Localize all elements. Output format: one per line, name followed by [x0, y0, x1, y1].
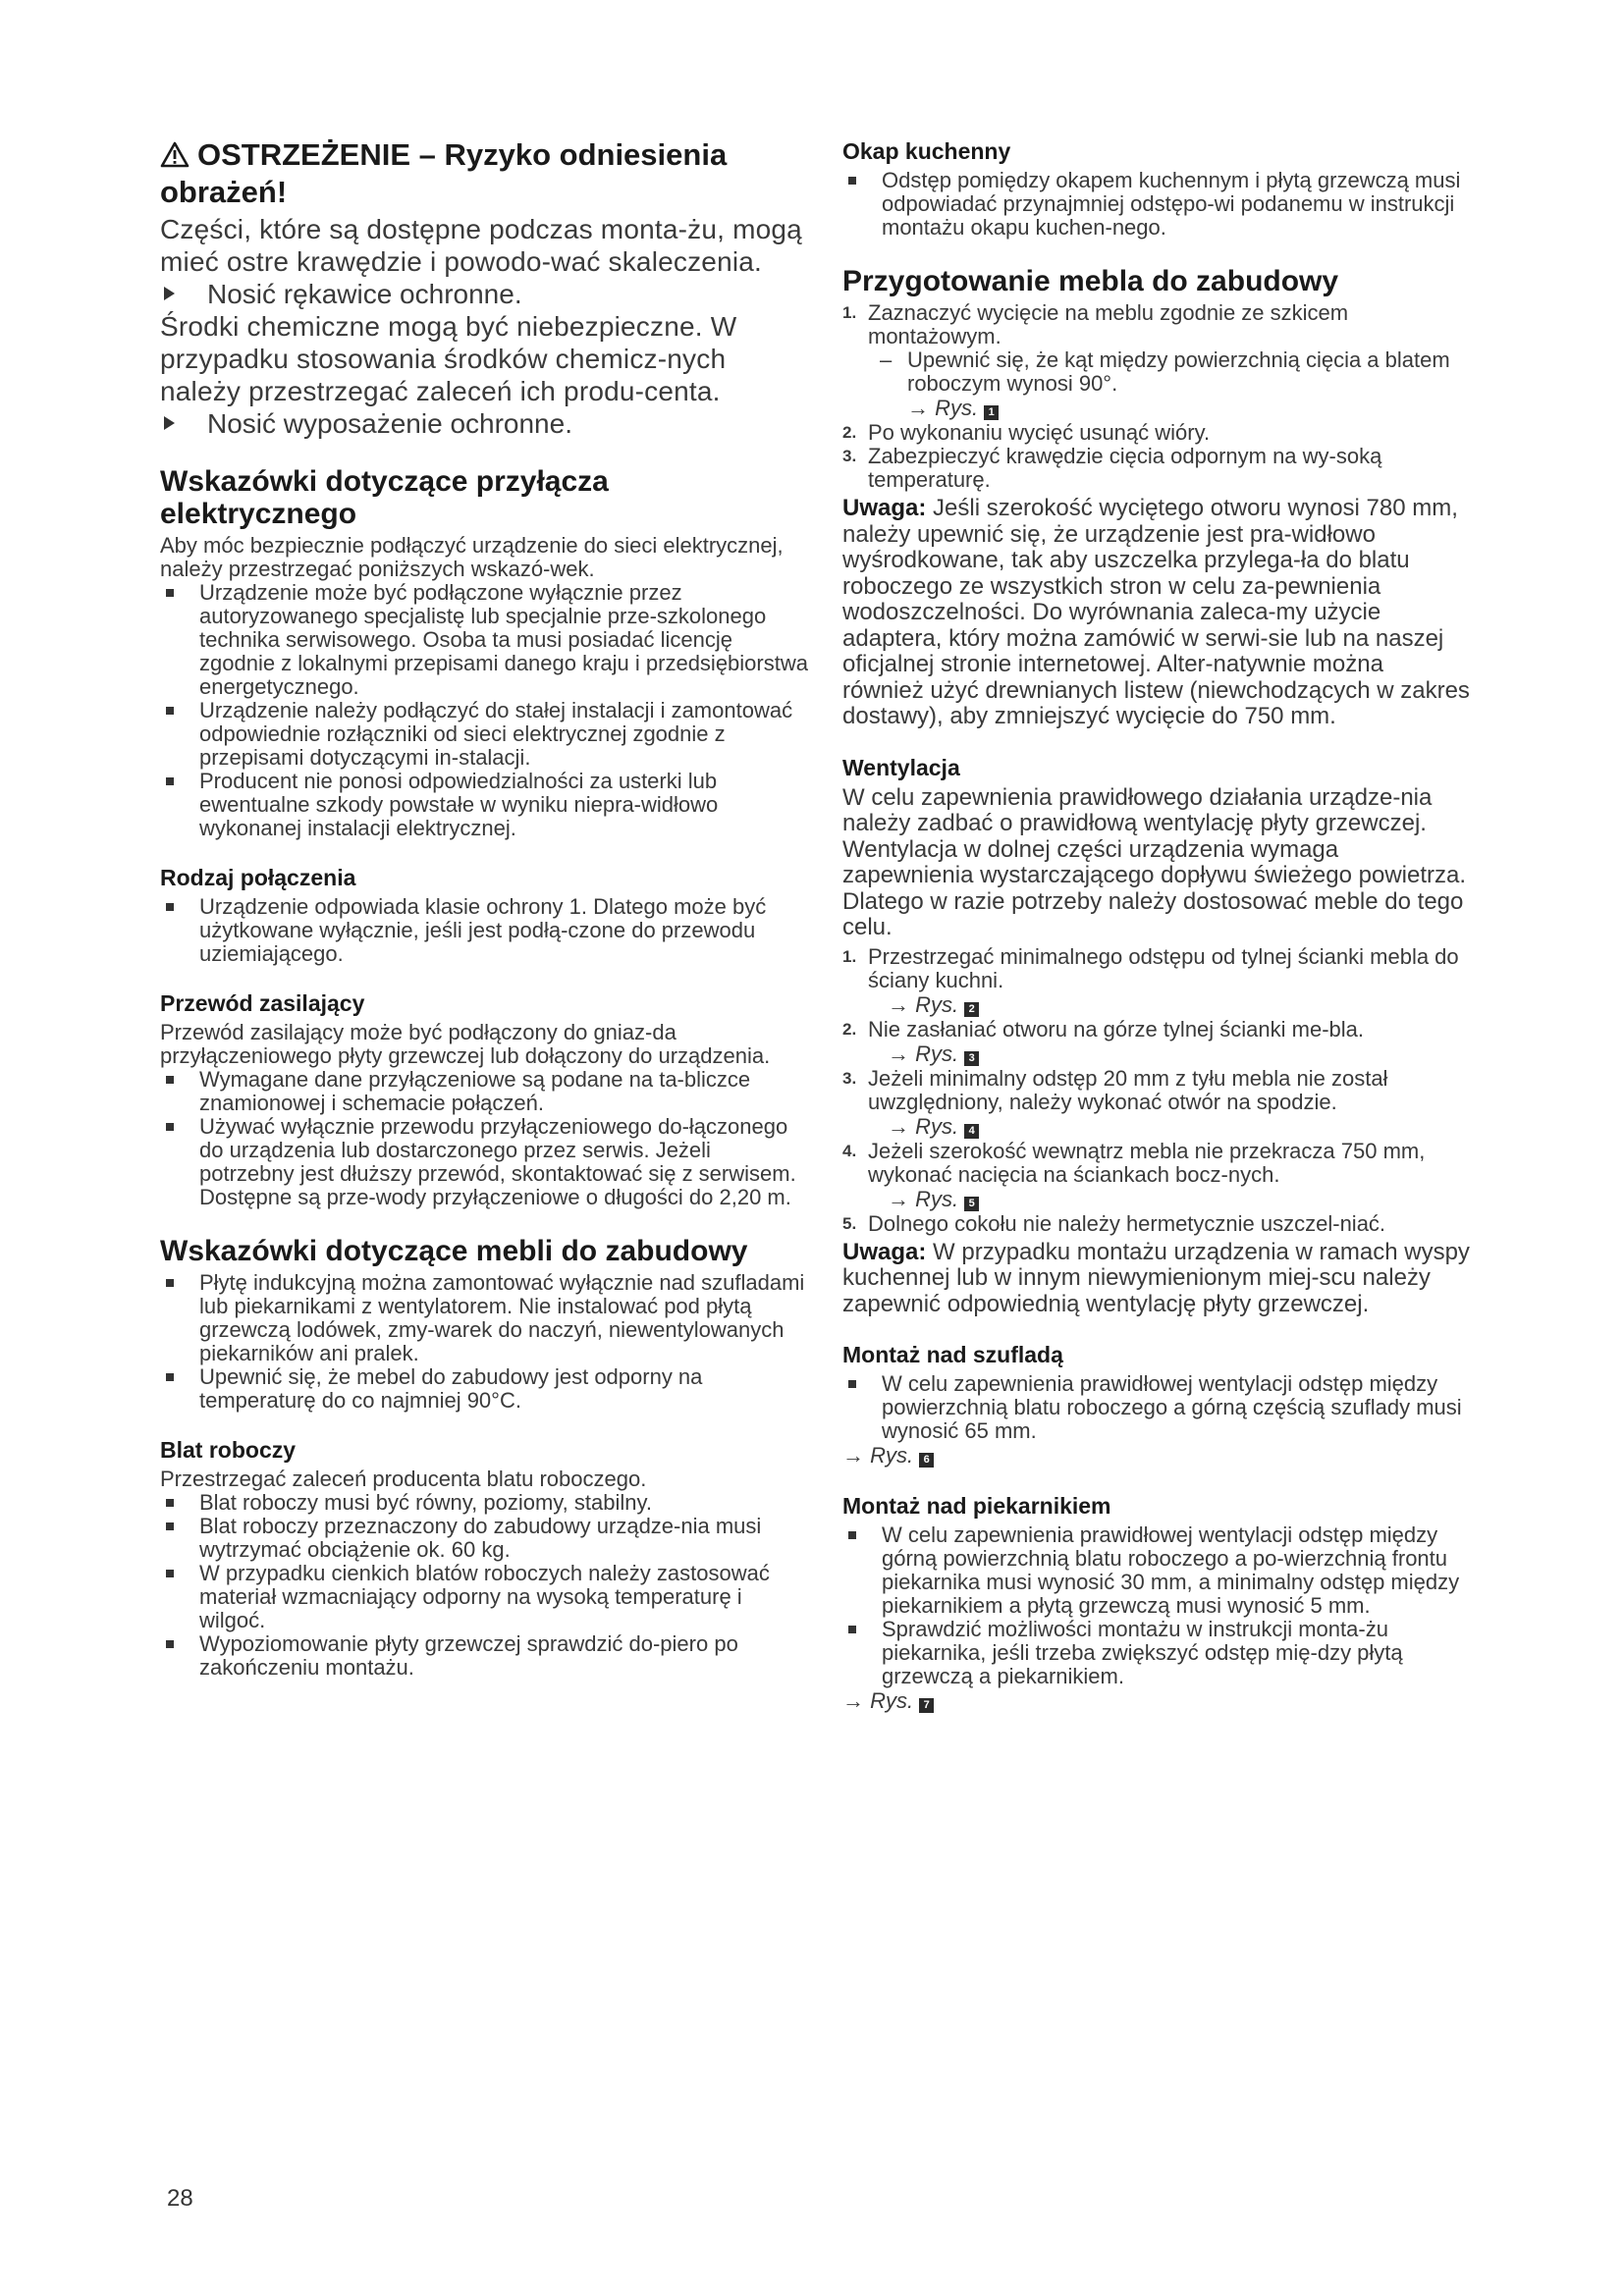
list-item: W przypadku cienkich blatów roboczych należy zastosować materiał wzmacniający odporny na wysoką temperaturę i wilgoć. — [160, 1562, 808, 1632]
preparation-note — [842, 496, 1471, 730]
figure-number-badge: 7 — [919, 1698, 934, 1713]
worktop-list — [160, 1491, 808, 1680]
list-item: Płytę indukcyjną można zamontować wyłącznie nad szufladami lub piekarnikami z wentylatorem. Nie instalować pod płytą grzewczą lodówek, zmy-warek do naczyń, niewentylowanych piekarników ani pralek. — [160, 1271, 808, 1365]
figure-reference-text: → Rys. — [842, 1443, 914, 1468]
figure-number-badge: 3 — [964, 1051, 979, 1066]
supply-cable-list — [160, 1068, 808, 1209]
list-item: Upewnić się, że mebel do zabudowy jest odporny na temperaturę do co najmniej 90°C. — [160, 1365, 808, 1413]
right-column — [842, 137, 1471, 1714]
list-item: Blat roboczy przeznaczony do zabudowy urządze-nia musi wytrzymać obciążenie ok. 60 kg. — [160, 1515, 808, 1562]
warning-step-equipment-text: Nosić wyposażenie ochronne. — [207, 408, 572, 439]
warning-step-gloves-text: Nosić rękawice ochronne. — [207, 279, 522, 309]
step-text: Zaznaczyć wycięcie na meblu zgodnie ze szkicem montażowym. — [868, 300, 1349, 348]
step-number: 5. — [842, 1213, 857, 1233]
left-column — [160, 137, 808, 1680]
figure-reference — [842, 1688, 1471, 1714]
preparation-step-2 — [842, 421, 1471, 445]
figure-reference-text: → Rys. — [888, 1041, 959, 1066]
step-text: Nie zasłaniać otworu na górze tylnej ścianki me-bla. — [868, 1016, 1365, 1041]
step-number: 1. — [842, 946, 857, 966]
note-text: Jeśli szerokość wyciętego otworu wynosi 780 mm, należy upewnić się, że urządzenie jest pra-widłowo wyśrodkowane, tak aby uszczelka przylega-ła do blatu roboczego ze wszystkich stron w celu za-pewnienia wodoszczelności. Do wyrównania zaleca-my użycie adaptera, który można zamówić w serwi-sie lub na naszej oficjalnej stronie internetowej. Alter-natywnie można również użyć drewnianych listew (niewchodzących w zakres dostawy), aby zmniejszyć wycięcie do 750 mm. — [842, 495, 1470, 729]
hood-list — [842, 169, 1471, 240]
figure-reference-text: → Rys. — [888, 1186, 959, 1211]
list-item: W celu zapewnienia prawidłowej wentylacji odstęp między powierzchnią blatu roboczego a górną częścią szuflady musi wynosić 65 mm. — [842, 1372, 1471, 1443]
figure-reference-text: → Rys. — [888, 991, 959, 1017]
substep-text: Upewnić się, że kąt między powierzchnią cięcia a blatem roboczym wynosi 90°. — [907, 347, 1450, 396]
ventilation-steps — [842, 945, 1471, 1236]
warning-heading — [160, 137, 808, 209]
figure-reference-text: → Rys. — [888, 1113, 959, 1139]
ventilation-step — [842, 945, 1471, 1018]
step-number: 1. — [842, 303, 857, 322]
step-number: 3. — [842, 447, 857, 465]
ventilation-step — [842, 1212, 1471, 1236]
warning-title-line2: obrażeń! — [160, 175, 288, 209]
furniture-heading: Wskazówki dotyczące mebli do zabudowy — [160, 1235, 748, 1267]
ventilation-heading: Wentylacja — [842, 754, 960, 780]
connection-type-heading: Rodzaj połączenia — [160, 865, 356, 890]
ventilation-intro: W celu zapewnienia prawidłowego działania urządze-nia należy zadbać o prawidłową wentylację płyty grzewczej. Wentylacja w dolnej części urządzenia wymaga zapewnienia wystarczającego dopływu świeżego powietrza. Dlatego w razie potrzeby należy dostosować meble do tego celu. — [842, 783, 1467, 940]
worktop-intro: Przestrzegać zaleceń producenta blatu roboczego. — [160, 1467, 647, 1491]
figure-reference-text: → Rys. — [842, 1688, 914, 1713]
electrical-heading: Wskazówki dotyczące przyłącza elektrycznego — [160, 465, 609, 530]
figure-number-badge: 2 — [964, 1002, 979, 1017]
ventilation-step — [842, 1067, 1471, 1140]
list-item: Wymagane dane przyłączeniowe są podane na ta-bliczce znamionowej i schemacie połączeń. — [160, 1068, 808, 1115]
oven-list — [842, 1523, 1471, 1688]
drawer-list — [842, 1372, 1471, 1443]
warning-text-parts: Części, które są dostępne podczas monta-żu, mogą mieć ostre krawędzie i powodo-wać skaleczenia. — [160, 214, 802, 277]
figure-reference — [868, 992, 1471, 1018]
list-item: Wypoziomowanie płyty grzewczej sprawdzić do-piero po zakończeniu montażu. — [160, 1632, 808, 1680]
step-text: Przestrzegać minimalnego odstępu od tylnej ścianki mebla do ściany kuchni. — [868, 943, 1459, 992]
step-number: 4. — [842, 1141, 857, 1160]
figure-reference — [868, 1187, 1471, 1212]
step-text: Dolnego cokołu nie należy hermetycznie uszczel-niać. — [868, 1210, 1386, 1236]
note-label: Uwaga: — [842, 495, 927, 521]
warning-triangle-icon — [160, 140, 189, 175]
step-text: Zabezpieczyć krawędzie cięcia odpornym na wy-soką temperaturę. — [868, 444, 1382, 492]
note-text: W przypadku montażu urządzenia w ramach wyspy kuchennej lub w innym niewymienionym miej-scu należy zapewnić odpowiednią wentylację płyty grzewczej. — [842, 1238, 1470, 1317]
ventilation-step — [842, 1140, 1471, 1212]
list-item: Urządzenie może być podłączone wyłącznie przez autoryzowanego specjalistę lub specjalnie prze-szkolonego technika serwisowego. Osoba ta musi posiadać licencję zgodnie z lokalnymi przepisami danego kraju i przedsiębiorstwa energetycznego. — [160, 581, 808, 699]
figure-number-badge: 5 — [964, 1197, 979, 1211]
preparation-step-1 — [842, 301, 1471, 421]
step-number: 3. — [842, 1068, 857, 1088]
supply-cable-heading: Przewód zasilający — [160, 990, 365, 1016]
warning-step-gloves — [160, 278, 808, 310]
electrical-list — [160, 581, 808, 840]
preparation-heading: Przygotowanie mebla do zabudowy — [842, 265, 1339, 297]
preparation-steps — [842, 301, 1471, 492]
ventilation-step — [842, 1018, 1471, 1067]
figure-reference — [868, 396, 1471, 421]
step-text: Jeżeli szerokość wewnątrz mebla nie przekracza 750 mm, wykonać nacięcia na ściankach bocz-nych. — [868, 1138, 1426, 1187]
dash-icon: – — [880, 347, 893, 372]
hood-heading: Okap kuchenny — [842, 138, 1011, 164]
ventilation-note — [842, 1240, 1471, 1318]
page-number: 28 — [167, 2185, 193, 2212]
figure-reference — [868, 1114, 1471, 1140]
figure-number-badge: 6 — [919, 1453, 934, 1468]
figure-number-badge: 1 — [984, 405, 999, 420]
arrow-icon — [164, 287, 175, 300]
note-label: Uwaga: — [842, 1238, 927, 1265]
list-item: Sprawdzić możliwości montażu w instrukcji monta-żu piekarnika, jeśli trzeba zwiększyć odstęp mię-dzy płytą grzewczą a piekarnikiem. — [842, 1618, 1471, 1688]
step-text: Po wykonaniu wycięć usunąć wióry. — [868, 420, 1211, 445]
figure-number-badge: 4 — [964, 1124, 979, 1139]
figure-reference-text: → Rys. — [907, 396, 979, 420]
list-item: Używać wyłącznie przewodu przyłączeniowego do-łączonego do urządzenia lub dostarczonego przez serwis. Jeżeli potrzebny jest dłuższy przewód, skontaktować się z serwisem. Dostępne są prze-wody przyłączeniowe o długości do 2,20 m. — [160, 1115, 808, 1209]
oven-heading: Montaż nad piekarnikiem — [842, 1493, 1111, 1519]
list-item: Urządzenie odpowiada klasie ochrony 1. Dlatego może być użytkowane wyłącznie, jeśli jest podłą-czone do przewodu uziemiającego. — [160, 895, 808, 966]
preparation-step-3 — [842, 445, 1471, 492]
warning-text-chemicals: Środki chemiczne mogą być niebezpieczne. W przypadku stosowania środków chemicz-nych należy przestrzegać zaleceń ich produ-centa. — [160, 311, 737, 406]
drawer-heading: Montaż nad szufladą — [842, 1342, 1063, 1367]
step-number: 2. — [842, 423, 857, 442]
list-item: Producent nie ponosi odpowiedzialności za usterki lub ewentualne szkody powstałe w wyniku niepra-widłowo wykonanej instalacji elektrycznej. — [160, 770, 808, 840]
furniture-list — [160, 1271, 808, 1413]
warning-title-line1: OSTRZEŻENIE – Ryzyko odniesienia — [197, 137, 728, 172]
preparation-substep — [868, 348, 1471, 396]
figure-reference — [868, 1041, 1471, 1067]
connection-type-list — [160, 895, 808, 966]
step-number: 2. — [842, 1019, 857, 1039]
list-item: W celu zapewnienia prawidłowej wentylacji odstęp między górną powierzchnią blatu roboczego a po-wierzchnią frontu piekarnika musi wynosić 30 mm, a minimalny odstęp między piekarnikiem a płytą grzewczą musi wynosić 5 mm. — [842, 1523, 1471, 1618]
electrical-intro: Aby móc bezpiecznie podłączyć urządzenie do sieci elektrycznej, należy przestrzegać poniższych wskazó-wek. — [160, 533, 784, 581]
arrow-icon — [164, 416, 175, 430]
list-item: Blat roboczy musi być równy, poziomy, stabilny. — [160, 1491, 808, 1515]
list-item: Odstęp pomiędzy okapem kuchennym i płytą grzewczą musi odpowiadać przynajmniej odstępo-wi podanemu w instrukcji montażu okapu kuchen-nego. — [842, 169, 1471, 240]
step-text: Jeżeli minimalny odstęp 20 mm z tyłu mebla nie został uwzględniony, należy wykonać otwór na spodzie. — [868, 1065, 1388, 1114]
supply-cable-intro: Przewód zasilający może być podłączony do gniaz-da przyłączeniowego płyty grzewczej lub dołączony do urządzenia. — [160, 1020, 771, 1068]
warning-step-equipment — [160, 407, 808, 440]
figure-reference — [842, 1443, 1471, 1468]
worktop-heading: Blat roboczy — [160, 1437, 297, 1463]
list-item: Urządzenie należy podłączyć do stałej instalacji i zamontować odpowiednie rozłączniki od sieci elektrycznej zgodnie z przepisami dotyczącymi in-stalacji. — [160, 699, 808, 770]
